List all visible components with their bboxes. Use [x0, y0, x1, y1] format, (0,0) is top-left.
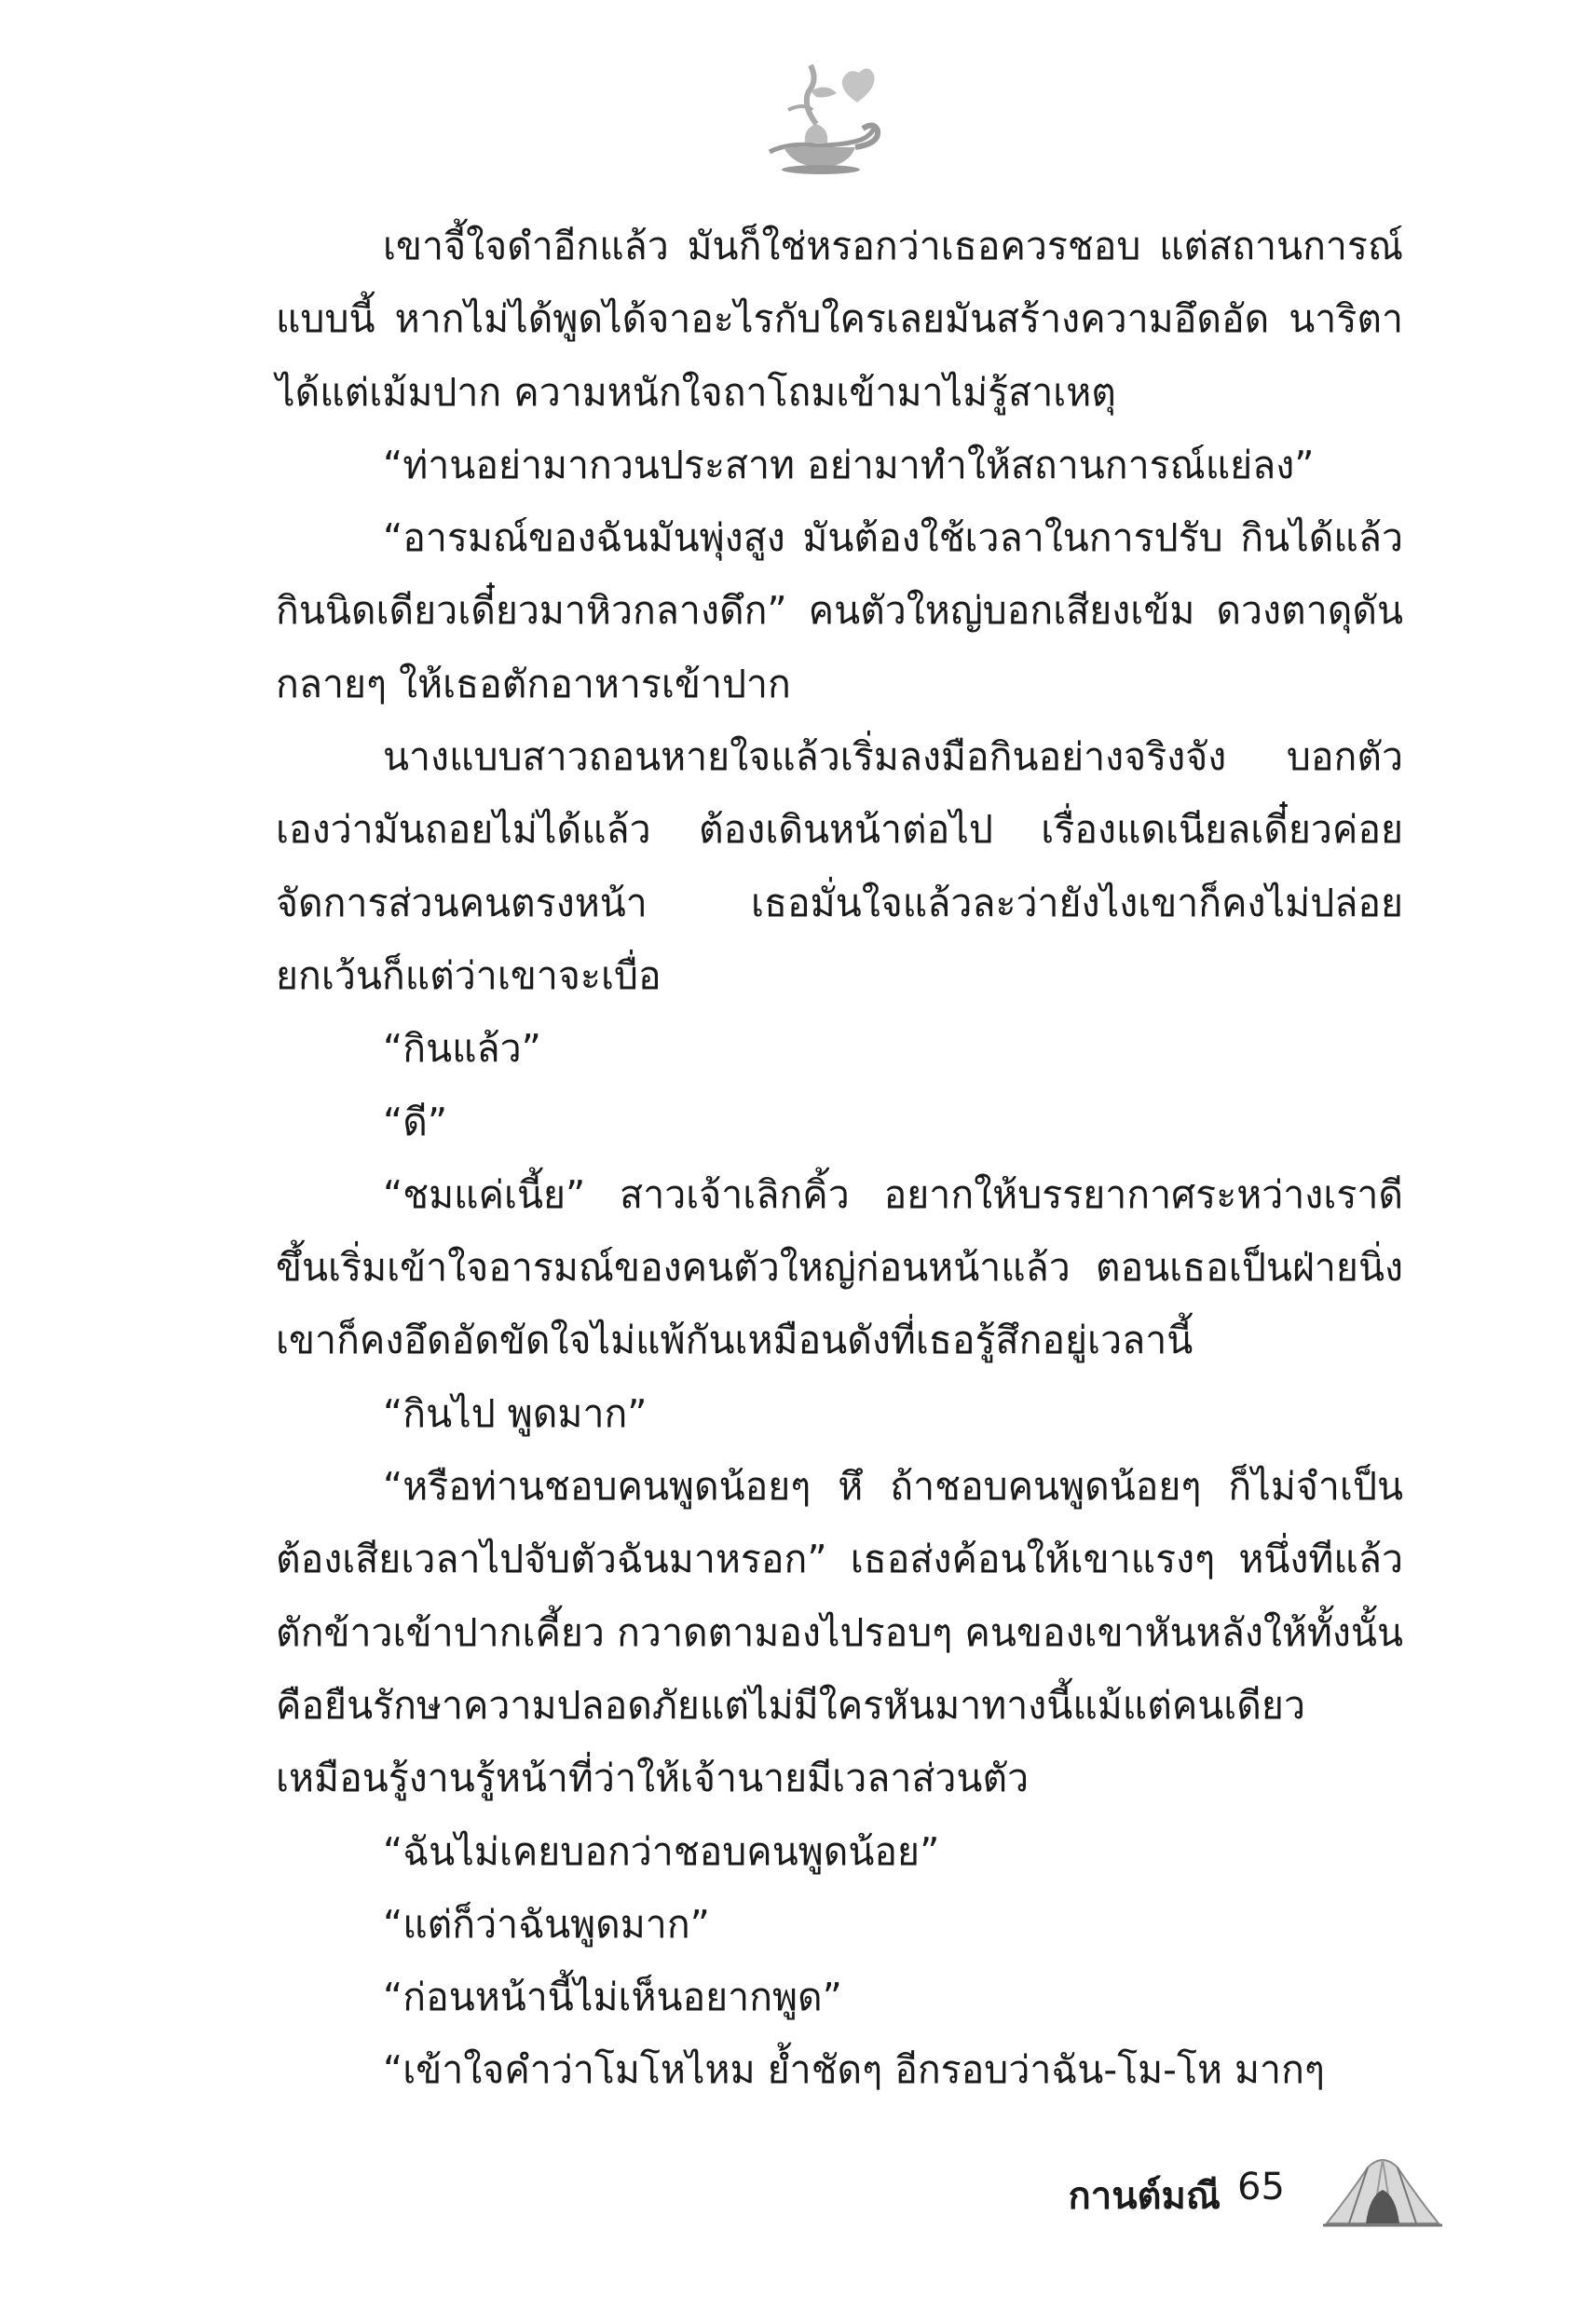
- paragraph: “กินไป พูดมาก”: [383, 1390, 648, 1436]
- paragraph: “หรือท่านชอบคนพูดน้อยๆ หึ ถ้าชอบคนพูดน้อยๆ ก็ไม่จำเป็นต้องเสียเวลาไปจับตัวฉันมาหรอก” เธอส่งค้อนให้เขาแรงๆ หนึ่งทีแล้วตักข้าวเข้าปากเคี้ยว กวาดตามองไปรอบๆ คนของเขาหันหลังให้ทั้งนั้นคือยืนรักษาความปลอดภัยแต่ไม่มีใครหันมาทางนี้แม้แต่คนเดียวเหมือนรู้งานรู้หน้าที่ว่าให้เจ้านายมีเวลาส่วนตัว: [276, 1464, 1403, 1801]
- paragraph: “ดี”: [383, 1099, 448, 1144]
- page-footer: [1025, 2143, 1444, 2236]
- paragraph: “อารมณ์ของฉันมันพุ่งสูง มันต้องใช้เวลาในการปรับ กินได้แล้วกินนิดเดียวเดี๋ยวมาหิวกลางดึก” คนตัวใหญ่บอกเสียงเข้ม ดวงตาดุดันกลายๆ ให้เธอตักอาหารเข้าปาก: [276, 515, 1403, 706]
- paragraph: เขาจี้ใจดำอีกแล้ว มันก็ใช่หรอกว่าเธอควรชอบ แต่สถานการณ์แบบนี้ หากไม่ได้พูดได้จาอะไรกับใครเลยมันสร้างความอึดอัด นาริตาได้แต่เม้มปาก ความหนักใจถาโถมเข้ามาไม่รู้สาเหตุ: [276, 224, 1403, 415]
- paragraph: “ก่อนหน้านี้ไม่เห็นอยากพูด”: [383, 1975, 842, 2020]
- paragraph: “เข้าใจคำว่าโมโหไหม ย้ำชัดๆ อีกรอบว่าฉัน-โม-โห มากๆ: [383, 2047, 1325, 2093]
- paragraph: “แต่ก็ว่าฉันพูดมาก”: [383, 1901, 710, 1947]
- book-title: กานต์มณี: [1068, 2175, 1221, 2218]
- body-text: [276, 210, 1403, 2093]
- paragraph: “ท่านอย่ามากวนประสาท อย่ามาทำให้สถานการณ์แย่ลง”: [383, 442, 1315, 487]
- paragraph: “ฉันไม่เคยบอกว่าชอบคนพูดน้อย”: [383, 1828, 940, 1874]
- paragraph: “กินแล้ว”: [383, 1026, 541, 1072]
- paragraph: “ชมแค่เนี้ย” สาวเจ้าเลิกคิ้ว อยากให้บรรยากาศระหว่างเราดีขึ้นเริ่มเข้าใจอารมณ์ของคนตัวใหญ่ก่อนหน้าแล้ว ตอนเธอเป็นฝ่ายนิ่งเขาก็คงอึดอัดขัดใจไม่แพ้กันเหมือนดังที่เธอรู้สึกอยู่เวลานี้: [276, 1171, 1403, 1363]
- lamp-ornament-icon: [751, 54, 891, 175]
- page-number: 65: [1237, 2166, 1285, 2208]
- tent-emblem-icon: [1321, 2149, 1444, 2231]
- paragraph: นางแบบสาวถอนหายใจแล้วเริ่มลงมือกินอย่างจริงจัง บอกตัวเองว่ามันถอยไม่ได้แล้ว ต้องเดินหน้าต่อไป เรื่องแดเนียลเดี๋ยวค่อยจัดการส่วนคนตรงหน้า เธอมั่นใจแล้วละว่ายังไงเขาก็คงไม่ปล่อย ยกเว้นก็แต่ว่าเขาจะเบื่อ: [276, 734, 1403, 998]
